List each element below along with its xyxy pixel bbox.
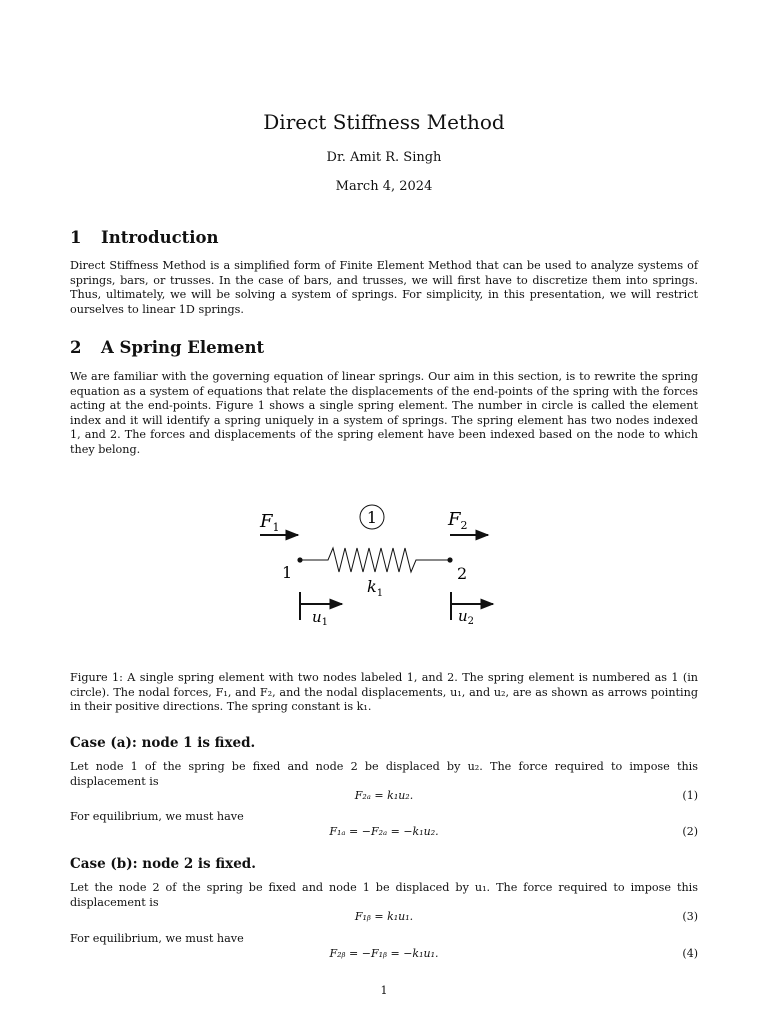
paper-title: Direct Stiffness Method — [263, 110, 505, 134]
element-index-label: 1 — [366, 508, 378, 527]
equation-1-number: (1) — [682, 789, 698, 802]
case-a-heading: Case (a): node 1 is fixed. — [70, 735, 256, 751]
case-a-text: Let node 1 of the spring be fixed and node 2 be displaced by u₂. The force required to impose this displacement is — [70, 760, 698, 788]
equation-4-number: (4) — [682, 947, 698, 960]
spring-element-figure — [250, 498, 510, 633]
case-b-heading: Case (b): node 2 is fixed. — [70, 856, 256, 872]
disp-left-label: $u_1$ — [312, 608, 329, 628]
spring-element-paragraph: We are familiar with the governing equation of linear springs. Our aim in this section, is to rewrite the spring equation as a system of equations that relate the displacements of the end-points of the spring with the forces acting at the end-points. Figure 1 shows a single spring element. The number in circle is called the element index and it will identify a spring uniquely in a system of springs. The spring element has two nodes indexed 1, and 2. The forces and displacements of the spring element have been indexed based on the node to which they belong. — [70, 370, 698, 456]
section-heading-spring-element — [70, 338, 264, 357]
equation-4 — [70, 947, 698, 963]
equation-4-body: F₂ᵦ = −F₁ᵦ = −k₁u₁. — [329, 947, 439, 960]
section-number: 2 — [70, 338, 82, 357]
equation-2 — [70, 825, 698, 841]
equation-1-body: F₂ₐ = k₁u₂. — [354, 789, 414, 802]
equation-3-number: (3) — [682, 910, 698, 923]
figure-caption: Figure 1: A single spring element with two nodes labeled 1, and 2. The spring element is numbered as 1 (in circle). The nodal forces, F₁, and F₂, and the nodal displacements, u₁, and u₂, are as shown as arrows pointing in their positive directions. The spring constant is k₁. — [70, 671, 698, 714]
page-number: 1 — [380, 984, 388, 997]
equation-2-body: F₁ₐ = −F₂ₐ = −k₁u₂. — [329, 825, 439, 838]
node-left-label: 1 — [282, 563, 293, 582]
spring-constant-label: $k_1$ — [367, 577, 384, 599]
equation-2-number: (2) — [682, 825, 698, 838]
disp-right-label: $u_2$ — [458, 607, 475, 627]
force-left-label: $F_1$ — [260, 511, 280, 534]
section-title: Introduction — [101, 228, 219, 247]
equation-3-body: F₁ᵦ = k₁u₁. — [354, 910, 414, 923]
force-right-label: $F_2$ — [448, 509, 468, 532]
case-b-equilibrium: For equilibrium, we must have — [70, 932, 244, 945]
equation-3 — [70, 910, 698, 926]
section-number: 1 — [70, 228, 82, 247]
case-a-equilibrium: For equilibrium, we must have — [70, 810, 244, 823]
section-title: A Spring Element — [101, 338, 265, 357]
spring-zigzag — [300, 548, 450, 572]
case-b-text: Let the node 2 of the spring be fixed and node 1 be displaced by u₁. The force required to impose this displacement is — [70, 881, 698, 909]
node-right-label: 2 — [457, 564, 468, 583]
section-heading-introduction — [70, 228, 219, 247]
paper-author: Dr. Amit R. Singh — [326, 150, 442, 165]
paper-date: March 4, 2024 — [335, 179, 433, 194]
equation-1 — [70, 789, 698, 805]
introduction-paragraph: Direct Stiffness Method is a simplified form of Finite Element Method that can be used to analyze systems of springs, bars, or trusses. In the case of bars, and trusses, we will first have to discretize them into springs. Thus, ultimately, we will be solving a system of springs. For simplicity, in this presentation, we will restrict ourselves to linear 1D springs. — [70, 259, 698, 316]
